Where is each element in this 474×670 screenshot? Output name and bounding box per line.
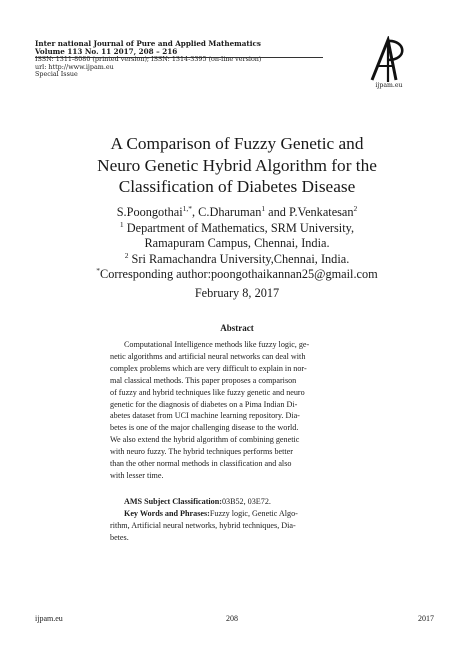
footer-year: 2017: [418, 614, 434, 623]
affiliation-text: Department of Mathematics, SRM University,: [123, 220, 355, 235]
journal-header: [35, 40, 335, 79]
affiliation-1: [60, 221, 414, 237]
paper-title: [60, 133, 414, 198]
abstract-line: abetes dataset from UCI machine learning repository. Dia-: [110, 411, 300, 421]
title-line: A Comparison of Fuzzy Genetic and: [110, 134, 364, 153]
keywords-line: rithm, Artificial neural networks, hybrid techniques, Dia-: [110, 520, 296, 530]
corresponding-author: [60, 267, 414, 283]
footer-site: ijpam.eu: [35, 614, 63, 623]
classification-block: [110, 496, 364, 544]
abstract-line: with lesser time.: [110, 470, 164, 480]
author-name: and P.Venkatesan: [265, 205, 354, 219]
corresponding-email: Corresponding author:poongothaikannan25@gmail.com: [100, 267, 378, 281]
abstract-line: of fuzzy and hybrid techniques like fuzzy genetic and neuro: [110, 387, 305, 397]
title-line: Neuro Genetic Hybrid Algorithm for the: [97, 155, 377, 175]
affiliation-marker: 2: [124, 250, 129, 260]
abstract-line: We also extend the hybrid algorithm of combining genetic: [110, 435, 300, 445]
paper-date: February 8, 2017: [194, 286, 280, 300]
corresponding-marker: *: [96, 266, 101, 275]
abstract-line: netic algorithms and artificial neural networks can deal with: [110, 351, 306, 361]
abstract-line: with neuro fuzzy. The hybrid techniques performs better: [110, 447, 293, 457]
author-block: [60, 205, 414, 283]
footer-page-number: 208: [226, 614, 238, 623]
ams-value: 03B52, 03E72.: [221, 497, 271, 506]
author-marker: 1: [261, 204, 266, 213]
abstract-heading: Abstract: [220, 323, 254, 333]
abstract-line: Computational Intelligence methods like fuzzy logic, ge-: [124, 340, 310, 349]
header-rule: [35, 57, 323, 58]
logo-caption: ijpam.eu: [375, 82, 403, 89]
author-marker: 2: [353, 204, 358, 213]
issue-line: Special Issue: [35, 70, 78, 79]
abstract-line: betes is one of the major challenging disease to the world.: [110, 423, 299, 433]
title-line: Classification of Diabetes Disease: [118, 177, 356, 196]
keywords-line: [110, 508, 364, 520]
author-name: S.Poongothai: [116, 205, 183, 219]
keywords-label: Key Words and Phrases:: [124, 508, 210, 518]
abstract-line: genetic for the diagnosis of diabetes on a Pima Indian Di-: [110, 399, 298, 409]
author-marker: 1,*: [182, 204, 193, 213]
ijpam-logo-icon: [366, 36, 410, 84]
keywords-value: Fuzzy logic, Genetic Algo-: [209, 508, 298, 518]
url-line: url: http://www.ijpam.eu: [35, 62, 114, 71]
affiliation-marker: 1: [119, 219, 124, 229]
author-list: [60, 205, 414, 221]
issn-line: ISSN: 1311-8080 (printed version); ISSN: 1314-3395 (on-line version): [35, 55, 262, 64]
author-name: , C.Dharuman: [192, 205, 262, 219]
keywords-line: betes.: [110, 532, 129, 542]
volume-line: Volume 113 No. 11 2017, 208 – 216: [35, 47, 178, 57]
affiliation-text: Sri Ramachandra University,Chennai, India.: [128, 251, 350, 266]
abstract-line: than the other normal methods in classification and also: [110, 459, 292, 469]
journal-name: Inter national Journal of Pure and Applied Mathematics: [35, 39, 261, 48]
ams-classification: [110, 496, 364, 508]
affiliation-1-continued: Ramapuram Campus, Chennai, India.: [144, 236, 330, 250]
ams-label: AMS Subject Classification:: [124, 497, 222, 506]
abstract-line: mal classical methods. This paper proposes a comparison: [110, 375, 297, 385]
abstract-line: complex problems which are very difficult to explain in nor-: [110, 363, 307, 373]
affiliation-2: [60, 252, 414, 268]
abstract-body: [110, 339, 364, 482]
